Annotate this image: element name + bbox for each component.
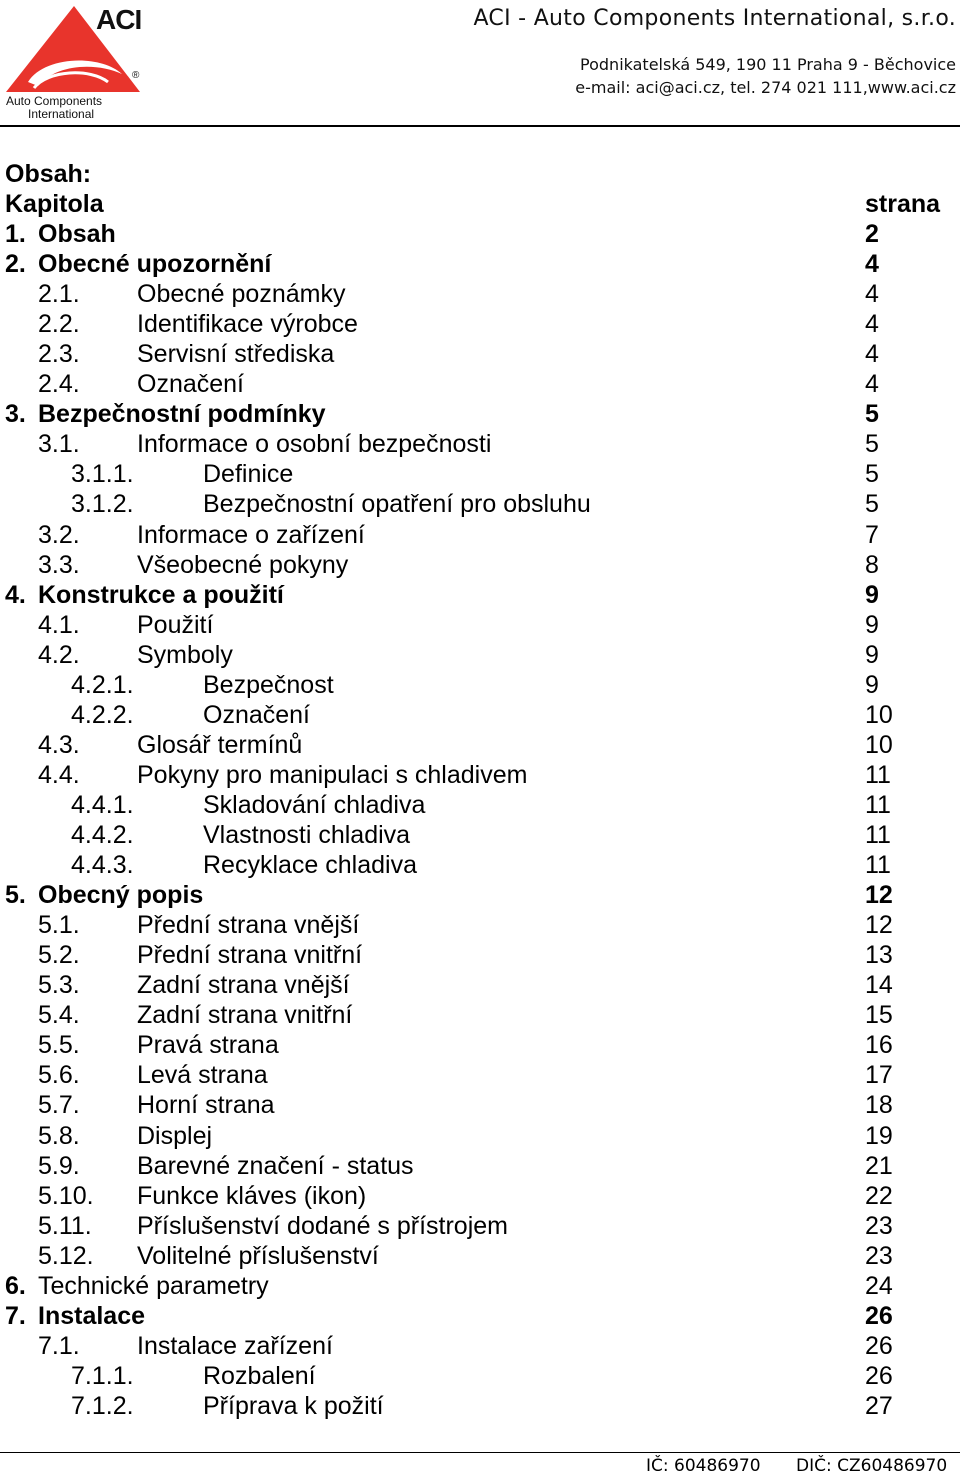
toc-entry-number: 1.	[5, 220, 26, 248]
toc-entry-number: 5.6.	[38, 1061, 80, 1090]
toc-entry-number: 5.8.	[38, 1121, 80, 1150]
company-contact: e-mail: aci@aci.cz, tel. 274 021 111,www.aci.cz	[575, 78, 956, 97]
toc-entry-number: 2.4.	[38, 370, 80, 399]
toc-entry-page: 10	[865, 730, 893, 759]
toc-entry-title: Zadní strana vnější	[137, 971, 350, 1000]
toc-entry	[0, 1031, 960, 1061]
toc-entry-number: 4.4.3.	[71, 851, 134, 880]
toc-entry-title: Označení	[203, 700, 311, 729]
company-address: Podnikatelská 549, 190 11 Praha 9 - Běchovice	[580, 55, 956, 74]
toc-entry	[0, 250, 960, 280]
toc-entry-page: 11	[865, 790, 891, 819]
toc-entry-page: 12	[865, 881, 893, 910]
toc-entry-title: Obecné upozornění	[38, 250, 272, 279]
toc-entry-number: 3.1.2.	[71, 490, 134, 519]
toc-entry	[0, 971, 960, 1001]
toc-entry-title: Všeobecné pokyny	[137, 550, 349, 579]
toc-entry-number: 4.4.2.	[71, 821, 134, 849]
toc-entry-number: 3.1.1.	[71, 460, 134, 489]
toc-entry-page: 9	[865, 670, 879, 699]
registered-mark: ®	[132, 70, 140, 81]
toc-entry-number: 5.1.	[38, 911, 80, 940]
logo-brand-line1: Auto Components	[6, 94, 103, 108]
toc-entry	[0, 1212, 960, 1242]
toc-entry-page: 7	[865, 520, 879, 549]
toc-entry-title: Levá strana	[137, 1061, 268, 1090]
toc-entry	[0, 851, 960, 881]
toc-entry	[0, 220, 960, 250]
toc-entry	[0, 1332, 960, 1362]
toc-entry-number: 5.9.	[38, 1151, 80, 1180]
toc-entry	[0, 581, 960, 611]
toc-entry-page: 11	[865, 851, 891, 880]
toc-entry-number: 5.7.	[38, 1091, 80, 1120]
company-logo	[4, 4, 144, 122]
toc-entry-title: Definice	[203, 460, 294, 489]
toc-entry-number: 4.2.	[38, 640, 80, 669]
toc-entry	[0, 1302, 960, 1332]
toc-entry-page: 4	[865, 370, 879, 399]
toc-entry-title: Displej	[137, 1121, 213, 1150]
toc-entry	[0, 340, 960, 370]
toc-entry-number: 2.	[5, 250, 26, 279]
toc-entry-number: 3.2.	[38, 520, 80, 549]
toc-entry	[0, 370, 960, 400]
toc-entry-page: 13	[865, 941, 893, 970]
toc-entry-title: Přední strana vnitřní	[137, 941, 363, 970]
toc-title: Obsah:	[5, 160, 92, 188]
toc-entry-title: Příslušenství dodané s přístrojem	[137, 1211, 508, 1240]
toc-entry-title: Symboly	[137, 640, 233, 669]
toc-entry-page: 4	[865, 280, 879, 309]
toc-page-header: strana	[865, 190, 941, 218]
toc-entry-title: Informace o zařízení	[137, 520, 365, 549]
toc-entry-title: Obecné poznámky	[137, 280, 346, 309]
toc-entry-title: Horní strana	[137, 1091, 275, 1120]
toc-entry-title: Bezpečnostní opatření pro obsluhu	[203, 490, 591, 519]
toc-entry-page: 9	[865, 580, 879, 609]
toc-entry-title: Bezpečnostní podmínky	[38, 400, 326, 429]
toc-entry-title: Instalace zařízení	[137, 1331, 333, 1360]
toc-entry	[0, 911, 960, 941]
toc-entry-title: Použití	[137, 610, 214, 639]
toc-entry-number: 2.3.	[38, 340, 80, 369]
toc-entry-number: 4.	[5, 580, 26, 609]
toc-entry-page: 11	[865, 760, 891, 789]
toc-entry-page: 10	[865, 700, 893, 729]
toc-entry-title: Obsah	[38, 220, 116, 248]
toc-entry-page: 4	[865, 250, 879, 279]
toc-entry-number: 4.4.1.	[71, 790, 134, 819]
toc-entry-page: 23	[865, 1241, 893, 1270]
toc-entry-title: Příprava k požití	[203, 1391, 384, 1420]
toc-entry-page: 5	[865, 460, 879, 489]
toc-entry-title: Označení	[137, 370, 245, 399]
footer-ic: IČ: 60486970	[646, 1456, 761, 1476]
toc-entry-page: 17	[865, 1061, 893, 1090]
toc-entry-page: 4	[865, 340, 879, 369]
company-name: ACI - Auto Components International, s.r.o.	[473, 6, 956, 31]
toc-entry-number: 4.4.	[38, 760, 80, 789]
toc-entry-page: 5	[865, 490, 879, 519]
toc-entry	[0, 521, 960, 551]
toc-entry-number: 2.2.	[38, 310, 80, 339]
toc-entry-page: 27	[865, 1391, 893, 1420]
toc-entry-number: 7.1.	[38, 1331, 80, 1360]
toc-entry-page: 8	[865, 550, 879, 579]
toc-entry	[0, 1152, 960, 1182]
toc-entry	[0, 941, 960, 971]
toc-entry-page: 15	[865, 1001, 893, 1030]
toc-entry	[0, 490, 960, 520]
toc-entry-page: 21	[865, 1151, 893, 1180]
toc-entry	[0, 611, 960, 641]
toc-entry-page: 5	[865, 430, 879, 459]
toc-entry-page: 12	[865, 911, 893, 940]
toc-entry-page: 16	[865, 1031, 893, 1060]
toc-entry	[0, 1272, 960, 1302]
toc-entry-title: Recyklace chladiva	[203, 851, 417, 880]
toc-entry	[0, 310, 960, 340]
toc-entry-number: 5.2.	[38, 941, 80, 970]
toc-entry-page: 9	[865, 640, 879, 669]
toc-entry	[0, 701, 960, 731]
toc-entry	[0, 671, 960, 701]
toc-entry-title: Pokyny pro manipulaci s chladivem	[137, 760, 528, 789]
toc-entry-title: Rozbalení	[203, 1361, 316, 1390]
toc-entry-number: 5.3.	[38, 971, 80, 1000]
header-divider	[0, 125, 960, 127]
toc-entry	[0, 791, 960, 821]
toc-entry	[0, 881, 960, 911]
toc-entry-title: Volitelné příslušenství	[137, 1241, 379, 1270]
toc-entry-page: 14	[865, 971, 893, 1000]
toc-entry-title: Konstrukce a použití	[38, 580, 284, 609]
toc-entry-number: 7.	[5, 1301, 26, 1330]
toc-entry	[0, 1392, 960, 1422]
toc-entry-page: 26	[865, 1361, 893, 1390]
toc-entry-number: 3.	[5, 400, 26, 429]
toc-entry-page: 11	[865, 821, 891, 849]
toc-entry-page: 22	[865, 1181, 893, 1210]
toc-entry-page: 2	[865, 220, 879, 248]
toc-entry-number: 5.11.	[38, 1211, 92, 1240]
toc-entry	[0, 1242, 960, 1272]
toc-entry	[0, 400, 960, 430]
toc-entry	[0, 1362, 960, 1392]
toc-entry-title: Skladování chladiva	[203, 790, 426, 819]
toc-entry-page: 26	[865, 1301, 893, 1330]
logo-wordmark: ACI	[96, 4, 142, 35]
toc-entry-number: 5.10.	[38, 1181, 94, 1210]
toc-entry-title: Pravá strana	[137, 1031, 279, 1060]
toc-entry-page: 23	[865, 1211, 893, 1240]
toc-entry-page: 5	[865, 400, 879, 429]
toc-entry	[0, 1061, 960, 1091]
toc-entry-number: 4.2.1.	[71, 670, 134, 699]
toc-entry-page: 24	[865, 1271, 893, 1300]
toc-entry-title: Instalace	[38, 1301, 146, 1330]
toc-entry-number: 3.1.	[38, 430, 80, 459]
toc-entry-title: Servisní střediska	[137, 340, 335, 369]
toc-entry-title: Informace o osobní bezpečnosti	[137, 430, 492, 459]
toc-entry-title: Obecný popis	[38, 881, 204, 910]
toc-entry-page: 19	[865, 1121, 893, 1150]
toc-entry-title: Bezpečnost	[203, 670, 334, 699]
toc-entry-page: 18	[865, 1091, 893, 1120]
toc-entry-number: 7.1.1.	[71, 1361, 134, 1390]
toc-entry-number: 2.1.	[38, 280, 80, 309]
logo-brand-line2: International	[28, 107, 95, 121]
toc-entry	[0, 641, 960, 671]
toc-entry	[0, 1091, 960, 1121]
toc-entry-title: Vlastnosti chladiva	[203, 821, 411, 849]
toc-entry-number: 3.3.	[38, 550, 80, 579]
toc-entry-title: Přední strana vnější	[137, 911, 360, 940]
toc-entry-number: 5.12.	[38, 1241, 94, 1270]
toc-chapter-header: Kapitola	[5, 190, 104, 218]
toc-entry-title: Glosář termínů	[137, 730, 303, 759]
toc-entry-title: Barevné značení - status	[137, 1151, 414, 1180]
toc-entry	[0, 1001, 960, 1031]
toc-entry-title: Identifikace výrobce	[137, 310, 358, 339]
toc-entry	[0, 1182, 960, 1212]
toc-entry-number: 5.	[5, 881, 26, 910]
toc-entry-title: Funkce kláves (ikon)	[137, 1181, 367, 1210]
toc-entry	[0, 551, 960, 581]
toc-entry-number: 7.1.2.	[71, 1391, 134, 1420]
toc-entry-title: Zadní strana vnitřní	[137, 1001, 353, 1030]
toc-entry-page: 4	[865, 310, 879, 339]
toc-entry-number: 5.4.	[38, 1001, 80, 1030]
toc-entry-number: 4.3.	[38, 730, 80, 759]
toc-entry-number: 6.	[5, 1271, 26, 1300]
toc-entry-title: Technické parametry	[38, 1271, 269, 1300]
toc-entry-page: 9	[865, 610, 879, 639]
toc-entry	[0, 280, 960, 310]
toc-entry-number: 4.1.	[38, 610, 80, 639]
footer-divider	[0, 1452, 960, 1453]
toc-entry	[0, 1122, 960, 1152]
footer-dic: DIČ: CZ60486970	[796, 1456, 948, 1476]
toc-entry	[0, 460, 960, 490]
toc-entry	[0, 430, 960, 460]
toc-entry	[0, 761, 960, 791]
toc-entry-number: 4.2.2.	[71, 700, 134, 729]
toc-entry	[0, 731, 960, 761]
toc-entry-page: 26	[865, 1331, 893, 1360]
toc-entry-number: 5.5.	[38, 1031, 80, 1060]
toc-entry	[0, 821, 960, 851]
